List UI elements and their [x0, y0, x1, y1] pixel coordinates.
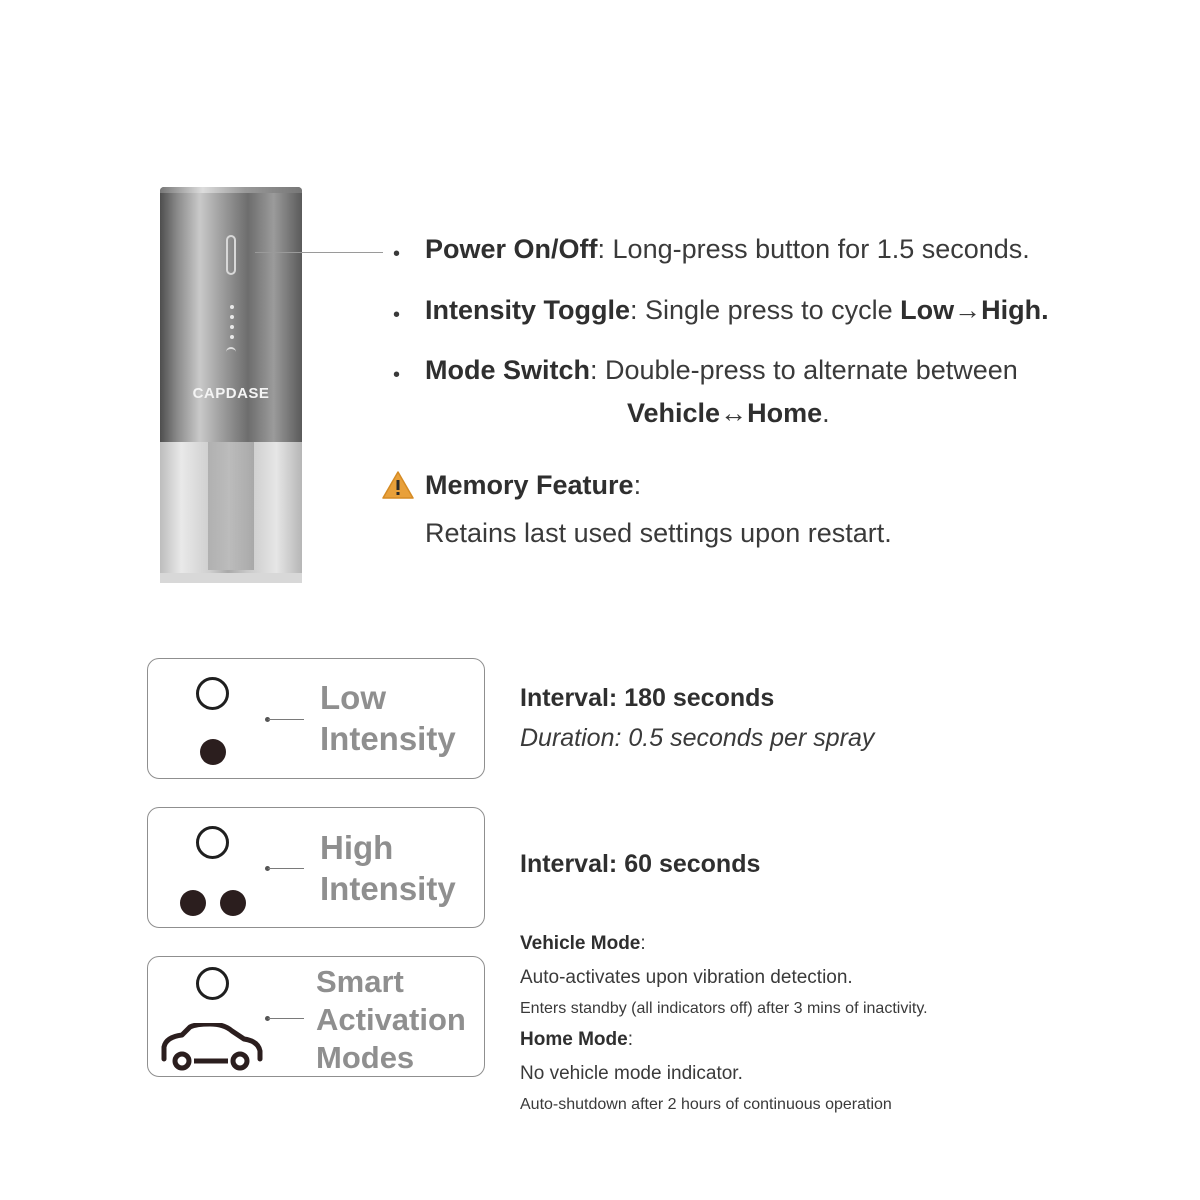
card-title — [316, 963, 466, 1077]
vehicle-mode-line1: Auto-activates upon vibration detection. — [520, 967, 853, 988]
button-leader-line — [255, 252, 383, 253]
feature-text: Double-press to alternate between — [605, 355, 1018, 385]
feature-text: Long-press button for 1.5 seconds. — [612, 234, 1030, 264]
home-mode-line2: Auto-shutdown after 2 hours of continuous operation — [520, 1096, 892, 1113]
arrow: ↔ — [720, 398, 748, 428]
device-led — [230, 315, 234, 319]
feature-mode-values — [627, 398, 830, 429]
card-low-intensity — [147, 658, 485, 779]
title-line: Smart — [316, 964, 404, 999]
device-inner-core — [208, 442, 254, 570]
high-interval: Interval: 60 seconds — [520, 850, 761, 878]
feature-from: Low — [900, 295, 955, 325]
indicator-dot-icon — [180, 890, 206, 916]
connector-line — [268, 1018, 304, 1019]
feature-to: Home — [747, 398, 823, 428]
device-led — [230, 305, 234, 309]
feature-from: Vehicle — [627, 398, 721, 428]
warning-icon — [382, 470, 414, 500]
device-power-button — [226, 235, 236, 275]
sep: : — [597, 234, 613, 264]
title-line: Intensity — [320, 720, 456, 757]
home-mode-line1: No vehicle mode indicator. — [520, 1063, 743, 1084]
memory-label: Memory Feature — [425, 470, 634, 500]
device-rim — [160, 187, 302, 193]
device-led — [230, 335, 234, 339]
bullet: • — [393, 304, 401, 326]
device-led — [230, 325, 234, 329]
indicator-dot-icon — [200, 739, 226, 765]
indicator-ring-icon — [196, 826, 229, 859]
bullet: • — [393, 243, 401, 265]
device-brand-logo: CAPDASE — [192, 385, 270, 402]
title-line: Modes — [316, 1040, 415, 1075]
memory-text: Retains last used settings upon restart. — [425, 518, 892, 548]
low-duration: Duration: 0.5 seconds per spray — [520, 724, 875, 752]
vehicle-mode-heading — [520, 933, 646, 955]
diffuser-device-image — [160, 187, 302, 583]
sep: : — [630, 295, 646, 325]
title-line: Intensity — [320, 870, 456, 907]
title-line: Activation — [316, 1002, 466, 1037]
indicator-dot-icon — [220, 890, 246, 916]
connector-line — [268, 719, 304, 720]
arrow: → — [954, 295, 982, 325]
title-line: Low — [320, 679, 386, 716]
feature-power — [425, 234, 1030, 265]
device-car-indicator — [226, 347, 236, 355]
sep: : — [627, 1029, 633, 1050]
bullet: • — [393, 364, 401, 386]
feature-to: High — [981, 295, 1042, 325]
car-icon — [160, 1023, 264, 1073]
vehicle-mode-label: Vehicle Mode — [520, 933, 641, 954]
card-title — [320, 677, 456, 759]
feature-text: Single press to cycle — [645, 295, 901, 325]
sep: : — [633, 470, 642, 500]
feature-label: Intensity Toggle — [425, 295, 631, 325]
home-mode-heading — [520, 1029, 633, 1051]
indicator-ring-icon — [196, 967, 229, 1000]
feature-label: Mode Switch — [425, 355, 591, 385]
memory-feature — [425, 470, 641, 501]
card-smart-activation — [147, 956, 485, 1077]
feature-label: Power On/Off — [425, 234, 598, 264]
connector-line — [268, 868, 304, 869]
vehicle-mode-line2: Enters standby (all indicators off) after 3 mins of inactivity. — [520, 1000, 928, 1017]
card-high-intensity — [147, 807, 485, 928]
sep: : — [590, 355, 606, 385]
indicator-ring-icon — [196, 677, 229, 710]
home-mode-label: Home Mode — [520, 1029, 628, 1050]
feature-mode — [425, 355, 1018, 386]
title-line: High — [320, 829, 394, 866]
feature-intensity — [425, 295, 1049, 326]
card-title — [320, 827, 456, 909]
low-interval: Interval: 180 seconds — [520, 684, 775, 712]
device-base — [160, 573, 302, 583]
period: . — [1041, 295, 1049, 325]
period: . — [822, 398, 830, 428]
sep: : — [640, 933, 646, 954]
